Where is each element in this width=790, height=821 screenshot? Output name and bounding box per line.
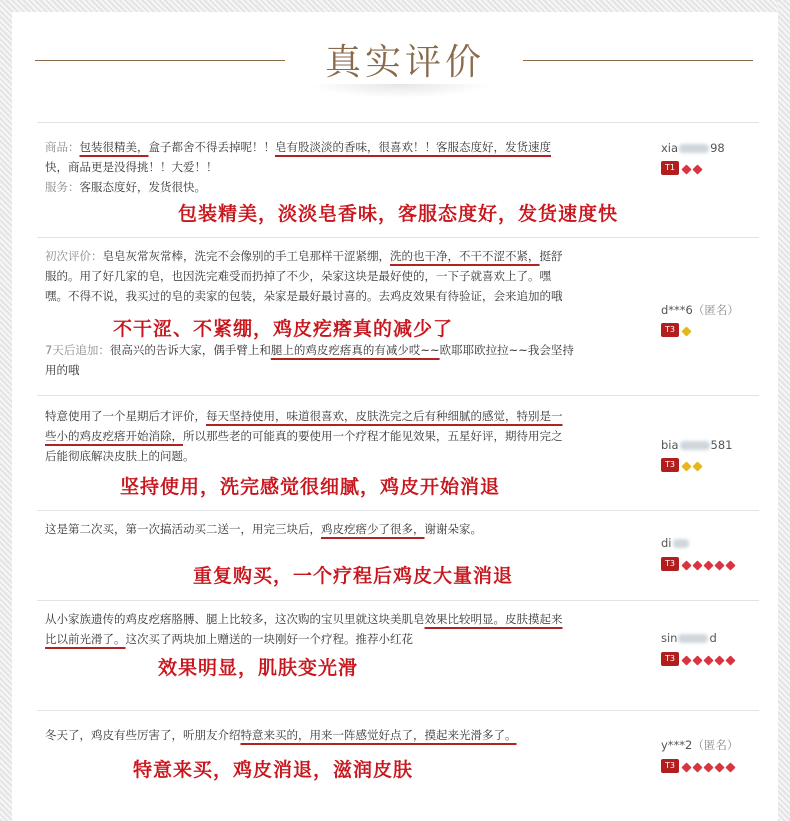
gem-icon	[692, 461, 702, 471]
review-text-segment: 谢谢朵家。	[424, 522, 482, 536]
review-text-segment: 特意使用了一个星期后才评价，	[45, 409, 206, 423]
review-highlight: 包装很精美，	[79, 140, 149, 154]
gem-icon	[714, 762, 724, 772]
gem-rating	[682, 321, 693, 340]
reviewer-name-end: d	[709, 631, 717, 645]
review-text-segment: 这次买了两块加上赠送的一块刚好一个疗程。推荐小红花	[125, 632, 413, 646]
review-label: 服务：	[45, 180, 80, 194]
review-highlight: 特意来买的，	[240, 728, 310, 742]
review-summary: 不干涩、不紧绷，鸡皮疙瘩真的减少了	[112, 318, 453, 340]
gem-icon	[681, 762, 691, 772]
review-highlight: 洗的也干净，不干不涩不紧，	[390, 249, 540, 263]
gem-icon	[692, 655, 702, 665]
review-highlight: 鸡皮疙瘩少了很多，	[321, 522, 425, 536]
gem-icon	[681, 461, 691, 471]
review-text-segment: 快，商品更是没得挑！！大爱！！	[45, 160, 218, 174]
gem-rating	[682, 456, 704, 475]
review-label: 7天后追加：	[45, 343, 110, 357]
review-summary: 效果明显，肌肤变光滑	[157, 657, 358, 679]
review-text-segment: 服的。用了好几家的皂，也因洗完难受而扔掉了不少，朵家这块是最好使的，一下子就喜欢上了。嘿	[45, 269, 551, 283]
gem-rating	[682, 650, 737, 669]
level-badge: T1	[661, 161, 679, 175]
review-summary: 重复购买，一个疗程后鸡皮大量消退	[192, 565, 513, 587]
gem-rating	[682, 757, 737, 776]
reviewer-name-end: 98	[710, 141, 725, 155]
review-item	[37, 237, 759, 396]
review-text-segment: 嘿。不得不说，我买过的皂的卖家的包装，朵家是最好最讨喜的。去鸡皮效果有待验证，会来追加的哦	[45, 289, 563, 303]
reviewer-name	[661, 141, 757, 155]
reviewer-name-start: xia	[661, 141, 679, 155]
review-highlight: 比以前光滑了。	[45, 632, 126, 646]
reviewer-badges	[661, 759, 737, 773]
gem-rating	[682, 159, 704, 178]
reviewer-name-start: bia	[661, 438, 679, 452]
review-text-segment: 用的哦	[45, 363, 80, 377]
review-highlight: 些小的鸡皮疙瘩开始消除，	[45, 429, 183, 443]
gem-icon	[681, 655, 691, 665]
gem-icon	[692, 560, 702, 570]
reviewer-name-start: y***2	[661, 738, 693, 752]
gem-icon	[703, 762, 713, 772]
review-text-segment: 挺舒	[539, 249, 563, 263]
gem-icon	[681, 560, 691, 570]
gem-icon	[692, 164, 702, 174]
reviewer-name	[661, 631, 757, 645]
gem-icon	[703, 560, 713, 570]
section-header	[0, 28, 790, 100]
reviewer-badges	[661, 652, 737, 666]
reviewer-badges	[661, 557, 737, 571]
review-text-segment: 很高兴的告诉大家，偶手臂上和	[109, 343, 271, 357]
reviewer-badges	[661, 161, 704, 175]
review-text	[45, 406, 593, 466]
reviewer-name-start: d***6	[661, 303, 693, 317]
review-label: 商品：	[45, 140, 80, 154]
review-summary: 包装精美，淡淡皂香味，客服态度好，发货速度快	[177, 203, 618, 225]
reviewer-name-start: di	[661, 536, 672, 550]
frame-left-border	[0, 0, 12, 821]
frame-top-border	[0, 0, 790, 12]
gem-icon	[725, 655, 735, 665]
level-badge: T3	[661, 323, 679, 337]
review-highlight: 效果比较明显。皮肤摸起来	[424, 612, 563, 626]
review-text	[45, 246, 593, 380]
gem-icon	[681, 326, 691, 336]
review-item	[37, 395, 759, 511]
review-item	[37, 600, 759, 711]
gem-icon	[714, 560, 724, 570]
review-text-segment: 后能彻底解决皮肤上的问题。	[45, 449, 195, 463]
header-shadow	[310, 84, 490, 98]
gem-icon	[714, 655, 724, 665]
page-title: 真实评价	[324, 42, 485, 83]
reviewer-badges	[661, 458, 704, 472]
review-summary: 坚持使用，洗完感觉很细腻，鸡皮开始消退	[119, 476, 500, 498]
anonymous-tag: （匿名）	[692, 738, 739, 752]
review-highlight: 皂有股淡淡的香味，很喜欢！！客服态度好，发货速度	[275, 140, 551, 154]
review-text-segment: 冬天了，鸡皮有些厉害了，听朋友介绍	[45, 728, 241, 742]
frame-right-border	[778, 0, 790, 821]
review-text	[45, 137, 593, 197]
redacted-name	[680, 441, 710, 450]
review-text-segment: 从小家族遗传的鸡皮疙瘩胳膊、腿上比较多，这次购的宝贝里就这块美肌皂	[45, 612, 425, 626]
reviewer-name-end: 581	[710, 438, 733, 452]
review-text	[45, 609, 593, 649]
reviewer-badges	[661, 323, 693, 337]
redacted-name	[673, 539, 689, 548]
header-rule-left	[35, 60, 285, 61]
header-rule-right	[523, 60, 753, 61]
gem-icon	[681, 164, 691, 174]
reviewer-name	[661, 438, 757, 452]
gem-icon	[692, 762, 702, 772]
anonymous-tag: （匿名）	[692, 303, 739, 317]
review-text-segment: 客服态度好，发货很快。	[79, 180, 206, 194]
redacted-name	[678, 634, 708, 643]
review-label: 初次评价：	[45, 249, 103, 263]
gem-icon	[725, 560, 735, 570]
review-text-segment: 皂皂灰常灰常棒，洗完不会像别的手工皂那样干涩紧绷，	[102, 249, 390, 263]
level-badge: T3	[661, 557, 679, 571]
level-badge: T3	[661, 759, 679, 773]
review-text-segment: 这是第二次买，第一次搞活动买二送一，用完三块后，	[45, 522, 321, 536]
review-text-segment: 所以那些老的可能真的要使用一个疗程才能见效果，五星好评，期待用完之	[183, 429, 563, 443]
gem-rating	[682, 555, 737, 574]
review-highlight: 用来一阵感觉好点了，摸起来光滑多了。	[309, 728, 517, 742]
review-item	[37, 710, 759, 801]
review-text	[45, 725, 593, 745]
gem-icon	[725, 762, 735, 772]
review-item	[37, 122, 759, 238]
reviewer-name-start: sin	[661, 631, 678, 645]
reviewer-name	[661, 302, 757, 318]
review-item	[37, 510, 759, 601]
gem-icon	[703, 655, 713, 665]
review-highlight: 每天坚持使用，味道很喜欢，皮肤洗完之后有种细腻的感觉，特别是一	[206, 409, 563, 423]
review-highlight: 腿上的鸡皮疙瘩真的有减少哎~~	[270, 343, 440, 357]
redacted-name	[679, 144, 709, 153]
review-text	[45, 519, 593, 539]
review-text-segment: 欧耶耶欧拉拉~~我会坚持	[439, 343, 574, 357]
level-badge: T3	[661, 652, 679, 666]
reviewer-name	[661, 536, 757, 550]
review-text-segment: 盒子都舍不得丢掉呢！！	[148, 140, 275, 154]
reviewer-name	[661, 737, 757, 753]
level-badge: T3	[661, 458, 679, 472]
review-summary: 特意来买，鸡皮消退，滋润皮肤	[132, 759, 413, 781]
